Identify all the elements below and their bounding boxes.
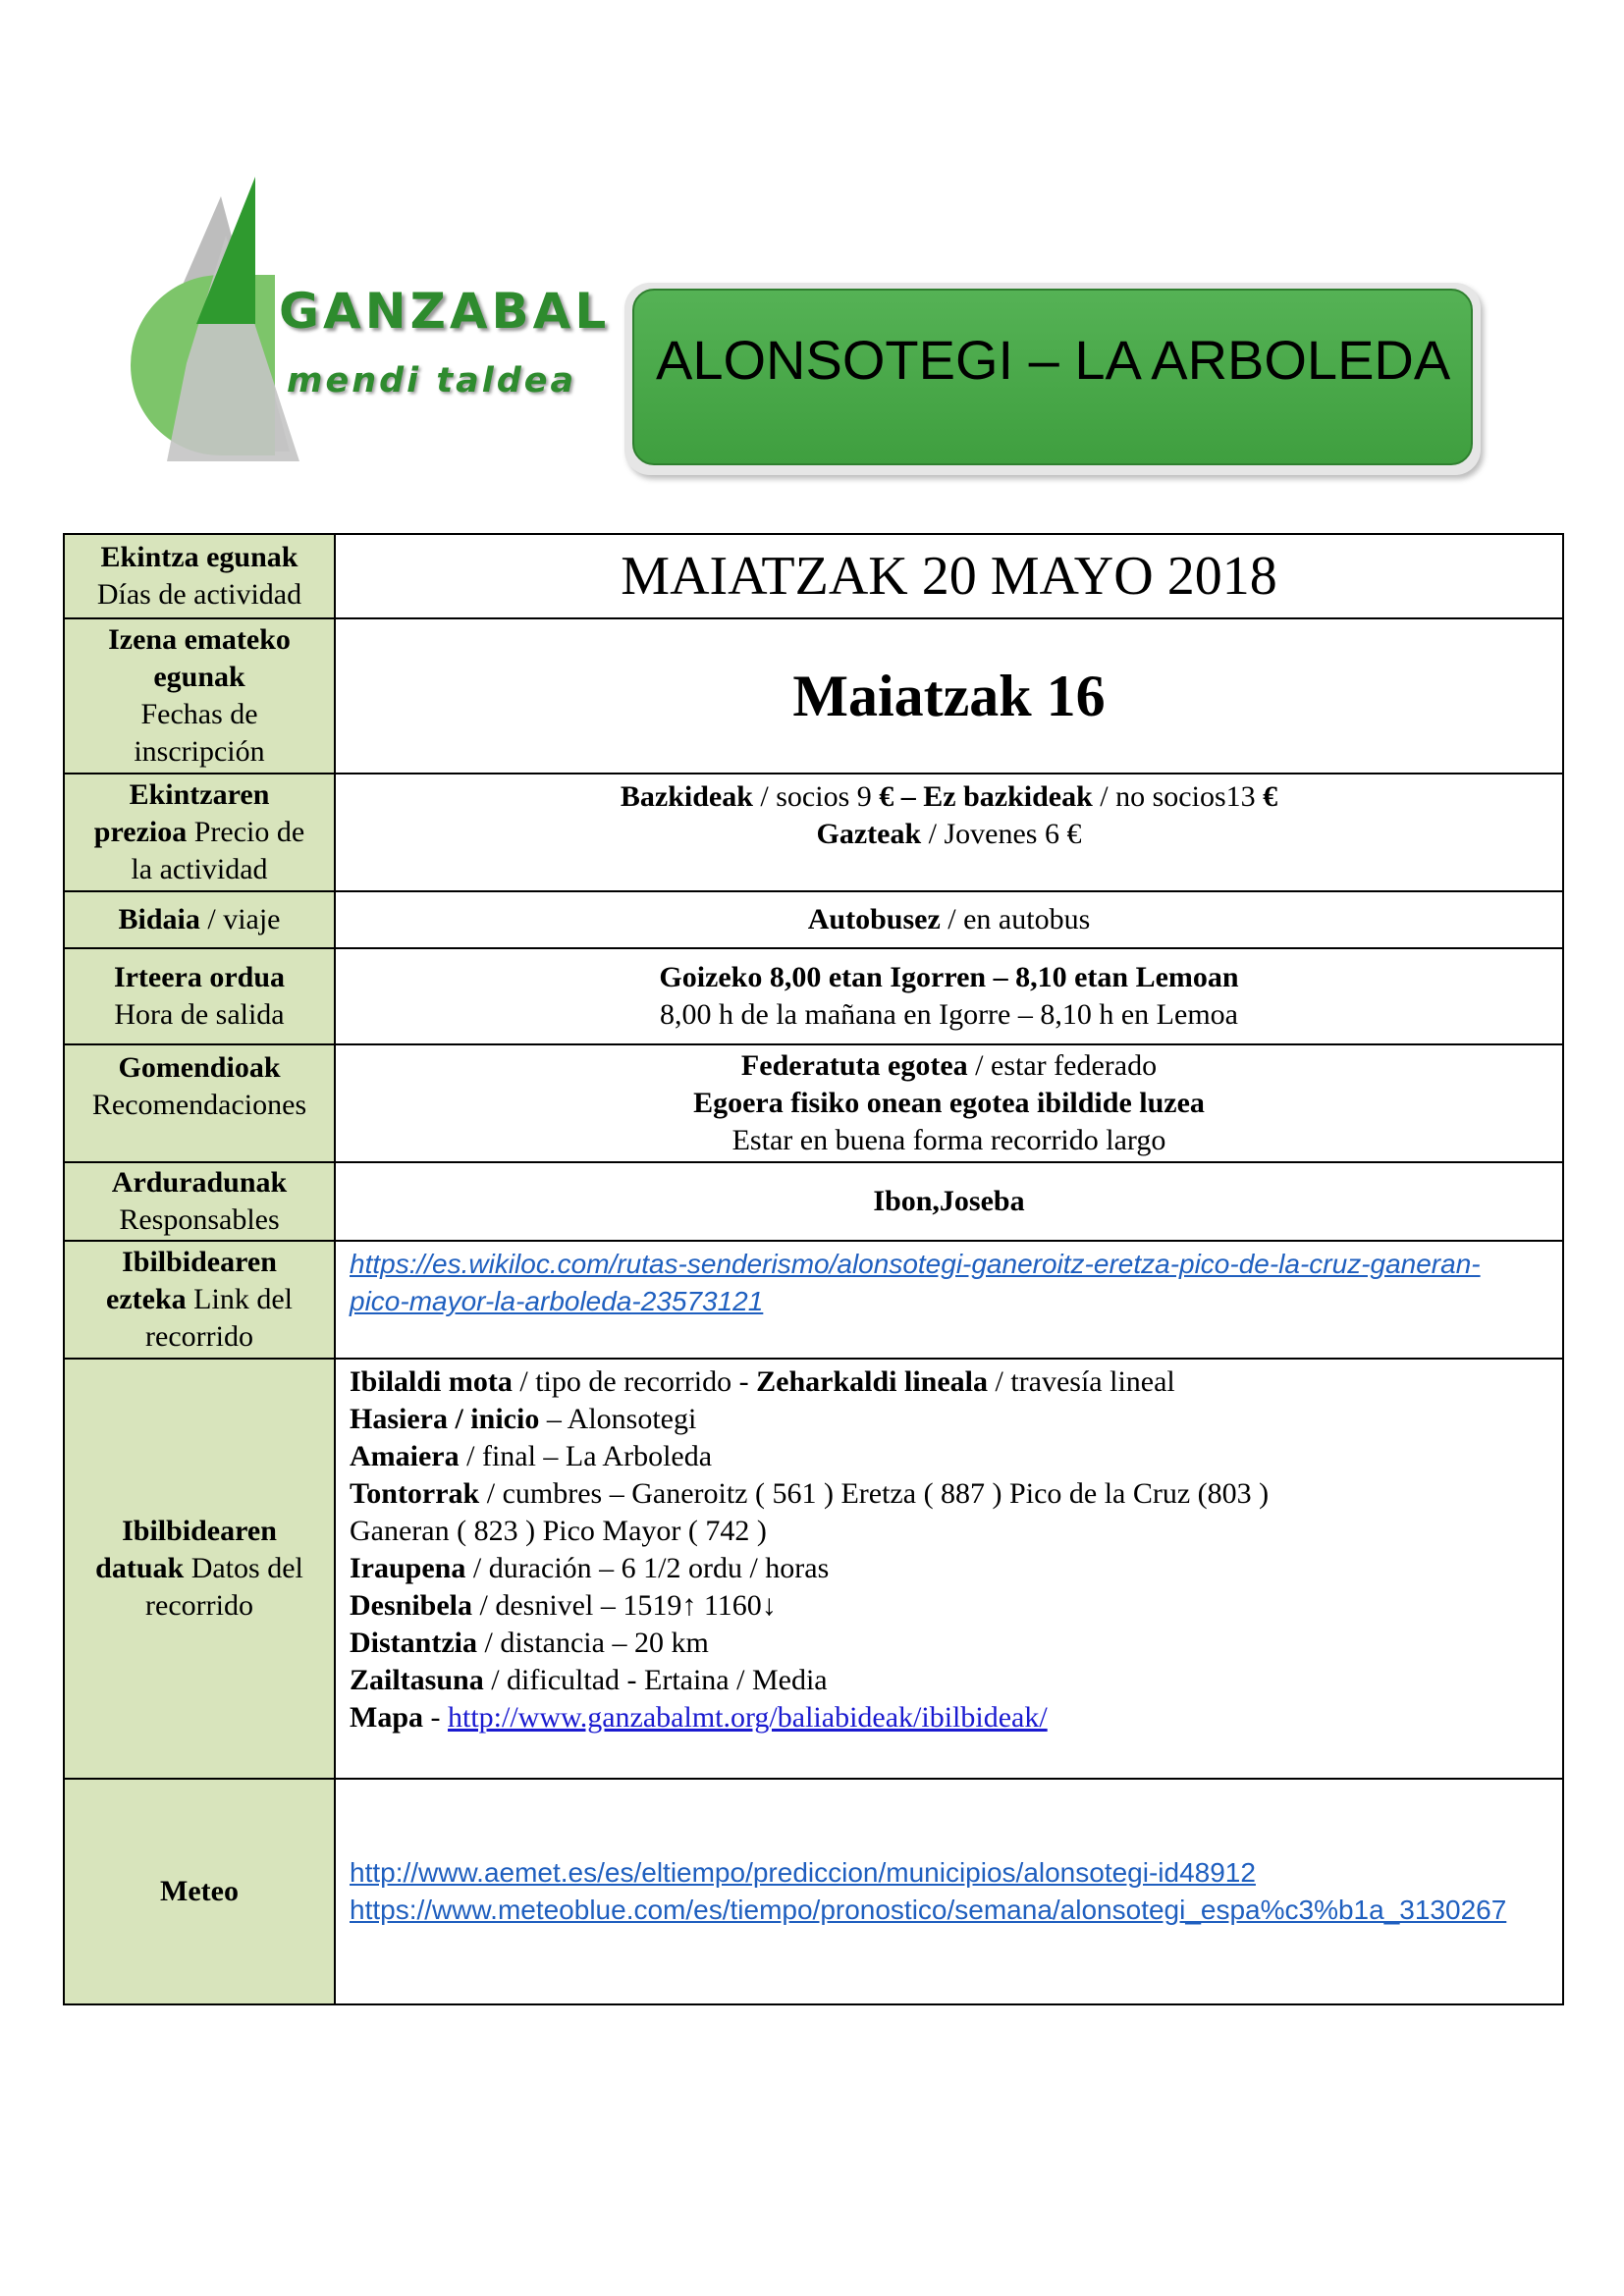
label-eu: Ekintza egunak — [100, 541, 298, 573]
label-eu: datuak — [95, 1552, 185, 1584]
title-banner — [624, 283, 1481, 475]
table-row-dates — [64, 534, 1563, 618]
wikiloc-link[interactable] — [350, 1246, 1562, 1320]
trip-text: Autobusez — [807, 903, 941, 935]
route-text: / tipo de recorrido - — [512, 1365, 757, 1398]
responsibles-names: Ibon,Joseba — [873, 1185, 1025, 1217]
route-text: Ganeran ( 823 ) Pico Mayor ( 742 ) — [350, 1515, 767, 1547]
label-departure — [64, 948, 335, 1044]
recommendation-text: Estar en buena forma recorrido largo — [731, 1124, 1166, 1156]
price-text: / socios 9 — [752, 780, 880, 813]
logo — [128, 177, 611, 471]
label-eu: Bidaia — [118, 903, 200, 935]
label-eu: Meteo — [160, 1875, 239, 1907]
label-es: Hora de salida — [114, 998, 285, 1031]
label-eu: Ibilbidearen — [122, 1515, 277, 1547]
value-trip — [335, 891, 1563, 948]
value-departure — [335, 948, 1563, 1044]
logo-subtitle: mendi taldea — [287, 361, 577, 400]
label-es: / viaje — [199, 903, 281, 935]
label-link — [64, 1241, 335, 1359]
route-text: / distancia – 20 km — [477, 1627, 709, 1659]
value-price — [335, 774, 1563, 891]
price-text: € – Ez bazkideak — [879, 780, 1093, 813]
value-link — [335, 1241, 1563, 1359]
label-eu: ezteka — [106, 1283, 187, 1315]
route-text: / duración – 6 1/2 ordu / horas — [465, 1552, 830, 1584]
route-text: / dificultad - Ertaina / Media — [483, 1664, 828, 1696]
label-weather — [64, 1779, 335, 2004]
route-text: Zailtasuna — [350, 1664, 484, 1696]
label-es: recorrido — [145, 1320, 253, 1353]
price-text: € — [1263, 780, 1278, 813]
activity-table — [63, 533, 1564, 2005]
price-text: / Jovenes 6 € — [921, 818, 1082, 850]
recommendation-text: Egoera fisiko onean egotea ibildide luzea — [693, 1087, 1205, 1119]
label-eu: Ibilbidearen — [122, 1246, 277, 1278]
logo-name: GANZABAL — [279, 283, 611, 340]
value-route-data — [335, 1359, 1563, 1779]
label-eu: Irteera ordua — [113, 961, 286, 993]
value-registration — [335, 618, 1563, 774]
table-row-route-data — [64, 1359, 1563, 1779]
value-recommendations — [335, 1044, 1563, 1162]
route-text: - — [423, 1701, 448, 1734]
activity-date: MAIATZAK 20 MAYO 2018 — [621, 546, 1277, 607]
price-text: Gazteak — [816, 818, 922, 850]
label-eu: Gomendioak — [118, 1051, 281, 1084]
route-text: Amaiera — [350, 1440, 460, 1472]
table-row-weather — [64, 1779, 1563, 2004]
trip-text: / en autobus — [940, 903, 1091, 935]
value-weather — [335, 1779, 1563, 2004]
label-eu: egunak — [153, 661, 245, 693]
label-eu: Arduradunak — [111, 1166, 288, 1199]
link-text: https://es.wikiloc.com/rutas-senderismo/alonsotegi-ganeroitz-eretza-pico-de-la-cruz-ganeran- — [350, 1249, 1481, 1279]
label-recommendations — [64, 1044, 335, 1162]
departure-text: Goizeko 8,00 etan Igorren – 8,10 etan Lemoan — [659, 961, 1239, 993]
route-text: / desnivel – 1519↑ 1160↓ — [472, 1589, 777, 1622]
meteoblue-link[interactable]: https://www.meteoblue.com/es/tiempo/pronostico/semana/alonsotegi_espa%c3%b1a_3130267 — [350, 1895, 1507, 1925]
label-registration — [64, 618, 335, 774]
route-text: Mapa — [350, 1701, 423, 1734]
label-es: la actividad — [131, 853, 268, 885]
route-text: Iraupena — [350, 1552, 466, 1584]
route-text: Desnibela — [350, 1589, 473, 1622]
route-text: / travesía lineal — [988, 1365, 1175, 1398]
route-text: Ibilaldi mota — [350, 1365, 513, 1398]
value-responsibles — [335, 1162, 1563, 1241]
label-es: Precio de — [193, 816, 305, 848]
table-row-departure — [64, 948, 1563, 1044]
label-es: Datos del — [184, 1552, 303, 1584]
value-dates — [335, 534, 1563, 618]
table-row-registration — [64, 618, 1563, 774]
label-es: Recomendaciones — [91, 1089, 307, 1121]
table-row-price — [64, 774, 1563, 891]
label-dates — [64, 534, 335, 618]
departure-text: 8,00 h de la mañana en Igorre – 8,10 h en Lemoa — [660, 998, 1238, 1031]
label-eu: prezioa — [93, 816, 188, 848]
label-route-data — [64, 1359, 335, 1779]
map-link[interactable]: http://www.ganzabalmt.org/baliabideak/ibilbideak/ — [448, 1701, 1048, 1734]
label-trip — [64, 891, 335, 948]
route-text: Distantzia — [350, 1627, 477, 1659]
aemet-link[interactable]: http://www.aemet.es/es/eltiempo/prediccion/municipios/alonsotegi-id48912 — [350, 1857, 1256, 1888]
label-price — [64, 774, 335, 891]
label-es: inscripción — [134, 735, 265, 768]
link-text: pico-mayor-la-arboleda-23573121 — [350, 1286, 764, 1316]
label-es: Fechas de — [140, 698, 258, 730]
label-es: Días de actividad — [96, 578, 302, 611]
table-row-trip — [64, 891, 1563, 948]
page-title: ALONSOTEGI – LA ARBOLEDA — [656, 329, 1451, 391]
route-text: / final – La Arboleda — [459, 1440, 713, 1472]
route-text: Tontorrak — [350, 1477, 480, 1510]
route-text: Hasiera / inicio — [350, 1403, 540, 1435]
label-es: Responsables — [119, 1203, 280, 1236]
label-eu: Ekintzaren — [129, 778, 270, 811]
table-row-recommendations — [64, 1044, 1563, 1162]
table-row-link — [64, 1241, 1563, 1359]
label-es: Link del — [186, 1283, 293, 1315]
table-row-responsibles — [64, 1162, 1563, 1241]
label-responsibles — [64, 1162, 335, 1241]
route-text: Zeharkaldi lineala — [756, 1365, 988, 1398]
route-text: / cumbres – Ganeroitz ( 561 ) Eretza ( 887 ) Pico de la Cruz (803 ) — [479, 1477, 1270, 1510]
recommendation-text: / estar federado — [967, 1049, 1158, 1082]
label-es: recorrido — [145, 1589, 253, 1622]
label-eu: Izena emateko — [108, 623, 291, 656]
price-text: Bazkideak — [620, 780, 753, 813]
registration-date: Maiatzak 16 — [792, 664, 1106, 728]
title-banner-inner — [632, 289, 1473, 465]
route-text: – Alonsotegi — [539, 1403, 697, 1435]
recommendation-text: Federatuta egotea — [740, 1049, 968, 1082]
price-text: / no socios13 — [1092, 780, 1264, 813]
